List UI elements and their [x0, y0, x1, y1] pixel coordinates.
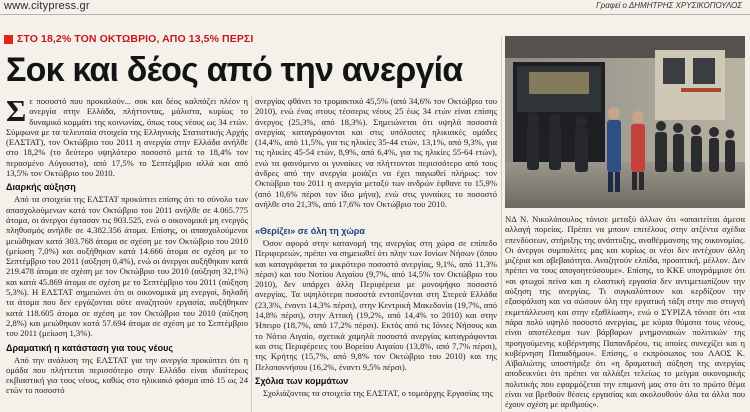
- headline: Σοκ και δέος από την ανεργία: [6, 51, 463, 89]
- kicker: [4, 33, 253, 45]
- site-url: www.citypress.gr: [4, 0, 90, 12]
- article-photo: [505, 36, 745, 208]
- article-column-2-bottom: [255, 222, 497, 412]
- dropcap: Σ: [6, 96, 27, 128]
- lead-paragraph: [6, 96, 248, 178]
- article-column-1: [6, 96, 248, 412]
- subheading-youth: Δραματική η κατάσταση για τους νέους: [6, 342, 174, 353]
- lead-text: ε ποσοστό που προκαλούν... σοκ και δέος καλπάζει πλέον η ανεργία στην Ελλάδα, πλήττοντας, μάλιστα, κυρίως το δυναμικό κομμάτι της κοινωνίας, όπως τους νέους ως 34 ετών. Σύμφωνα με τα τελευταία στοιχεία της Ελληνικής Στατιστικής Αρχής (ΕΛΣΤΑΤ), τον Οκτώβριο του 2011 η ανεργία στην Ελλάδα ανήλθε στο 18,2% (το δεύτερο υψηλότερο ποσοστό μετά το 18,4% τον περασμένο Αύγουστο), από 17,5% το Σεπτέμβριο αλλά και από 13,5% τον Οκτώβριο του 2010.: [6, 96, 248, 179]
- kicker-text: ΣΤΟ 18,2% ΤΟΝ ΟΚΤΩΒΡΙΟ, ΑΠΟ 13,5% ΠΕΡΣΙ: [17, 33, 254, 45]
- article-column-3: [505, 214, 745, 412]
- paragraph: ανεργίας φθάνει το τρομακτικό 45,5% (από 34,6% τον Οκτώβριο του 2010), ενώ ένας στους τέσσερις νέους 25 έως 34 ετών είναι επίσης άνεργος (25,3%, από 18,3%). Σημειώνεται ότι υψηλά ποσοστά ανεργίας καταγράφονται και στις υπόλοιπες ηλικιακές ομάδες (14,4%, από 11,5%, για τις ηλικίες 35-44 ετών, 13,1%, από 9,3%, για τις ηλικίες 45-54 ετών, 8,9%, από 6,4%, για τις ηλικίες 55-64 ετών), ενώ τα φαινόμενο οι γυναίκες να πλήττονται περισσότερο από τους άνδρες από την ανεργία μοιάζει να έχει παγιωθεί πλήρως: τον Οκτώβριο του 2011 η ανεργία μεταξύ των ανδρών έφθανε το 15,9% (από 10,6% πέρσι τον ίδιο μήνα), ενώ στις γυναίκες το ποσοστό ανήλθε στο 21,3%, από 17,6% τον Οκτώβριο του 2010.: [255, 96, 497, 209]
- column-divider: [501, 36, 502, 412]
- subheading-party-comments: Σχόλια των κομμάτων: [255, 375, 349, 386]
- paragraph: Από την ανάλυση της ΕΛΣΤΑΤ για την ανεργία προκύπτει ότι η ομάδα που πλήττεται περισσότερο στην Ελλάδα είναι ιδιαίτερως εκβιαστική για τους νέους, καθώς στο ηλικιακό φάσμα από 15 ως 24 ετών το ποσοστό: [6, 354, 248, 396]
- paragraph: Από τα στοιχεία της ΕΛΣΤΑΤ προκύπτει επίσης ότι το σύνολο των απασχολούμενων κατά τον Οκτώβριο του 2011 ανήλθε σε 4.065.775 άτομα, οι άνεργοι έφτασαν τις 903.525, ενώ ο οικονομικά μη ενεργός πληθυσμός ανήλθε σε 4.382.356 άτομα. Επίσης, οι απασχολούμενοι μειώθηκαν κατά 303.768 άτομα σε σχέση με τον Οκτώβριο του 2010 (μείωση 7,0%) και αυξήθηκαν κατά 14.666 άτομα σε σχέση με το Σεπτέμβριο του 2011 (αύξηση 0,4%), ενώ οι άνεργοι αυξήθηκαν κατά 219.478 άτομα σε σχέση με τον Οκτώβριο του 2010 (αύξηση 32,1%) και κατά 45.869 άτομα σε σχέση με το Σεπτέμβριο του 2011 (αύξηση 5,3%). Η ΕΛΣΤΑΤ σημειώνει ότι οι οικονομικά μη ενεργοί, δηλαδή τα άτομα που δεν εργάζονται ούτε αναζητούν εργασία, αυξήθηκαν κατά 118.605 άτομα σε σχέση με τον Οκτώβριο του 2010 (αύξηση 2,8%) και μειώθηκαν κατά 57.694 άτομα σε σχέση με το Σεπτέμβριο του 2011 (μείωση 1,3%).: [6, 194, 248, 339]
- paragraph: Όσον αφορά στην κατανομή της ανεργίας στη χώρα σε επίπεδο Περιφερειών, πρέπει να σημειωθεί ότι πλην των Ιονίων Νήσων (όπου και καταγράφεται το μικρότερο ποσοστό ανεργίας, 9,1%, από 11,3% πέρσι) και του Νοτίου Αιγαίου (9,7%, από 14,5% τον Οκτώβριο του 2010), δεν υπάρχει άλλη Περιφέρεια με μονοψήφιο ποσοστό ανεργίας. Τα υψηλότερα ποσοστά εντοπίζονται στη Στερεά Ελλάδα (23,3%, έναντι 14,3% πέρσι), στην Κεντρική Μακεδονία (19,7%, από 14,8% πέρσι), στην Αττική (19,2%, από 14,4% το 2010) και στην Ήπειρο (18,7%, από 17,2% πέρσι). Εκτός από τις Ιόνιες Νήσους και το Νότιο Αιγαίο, σχετικά χαμηλά ποσοστά ανεργίας καταγράφονται και στις Περιφέρειες του Βορείου Αιγαίου (13,8%, από 7,7% πέρσι), της Κρήτης (15,7%, από 9,8% τον Οκτώβριο του 2010) και της Πελοποννήσου (16,2%, έναντι 9,5% πέρσι).: [255, 238, 497, 372]
- unemployment-office-photo: [505, 36, 745, 208]
- column-divider: [251, 96, 252, 412]
- paragraph: Σχολιάζοντας τα στοιχεία της ΕΛΣΤΑΤ, ο τομεάρχης Εργασίας της: [263, 387, 493, 398]
- red-square-icon: [4, 35, 13, 44]
- article-column-2-top: [255, 96, 497, 220]
- subheading-whole-country: «Θερίζει» σε όλη τη χώρα: [255, 226, 365, 236]
- masthead-bar: [0, 0, 750, 15]
- byline: Γραφεί ο ΔΗΜΗΤΡΗΣ ΧΡΥΣΙΚΟΠΟΥΛΟΣ: [596, 1, 742, 10]
- paragraph: ΝΔ Ν. Νικολόπουλος τόνισε μεταξύ άλλων ότι «απαιτείται άμεσα αλλαγή πορείας. Πρέπει να μπουν επιτέλους στην ατζέντα σχέδια επενδύσεων, στήριξης της ανάπτυξης, αναθέρμανσης της οικονομίας. Οι άνεργοι συμπολίτες μας και κυρίως οι νέοι δεν αντέχουν άλλη μιζέρια και αβεβαιότητα. Αναζητούν ελπίδα, προοπτική, μέλλον. Δεν πρέπει να τους απογοητεύσουμε». Επίσης, το ΚΚΕ υπογράμμισε ότι «αι φτωχοί πείνα και η ελαστική εργασία δεν αντιμετωπίζουν την αύξηση της ανεργίας. Τι συγκαλύπτουν και κερδίζουν την εξασφάλιση και να σώσουν όλη την εργατική τάξη στην πιο στυγνή εκμετάλλευση και στην εξαθλίωση», ενώ ο ΣΥΡΙΖΑ τόνισε ότι «τα πάρα πολύ υψηλό ποσοστό ανεργίας, με κύρια θύματα τους νέους, είναι αποτέλεσμα των βάρβαρων μνημονιακών πολιτικών της προηγούμενης κυβέρνησης Παπανδρέου, τις οποίες συνεχίζει και η κυβέρνηση Παπαδήμου». Επίσης, ο εκπρόσωπος του ΛΑΟΣ Κ. Αϊβαλιώτης υποστήριξε ότι «η δραματική αύξηση της ανεργίας αποδεικνύει ότι πρέπει να αλλάξει τελείως το μείγμα οικονομικής πολιτικής που εφαρμόζεται την επιμονή μας στο ότι το πρώτο θέμα είναι να βρεθούν θέσεις εργασίας και ακολουθούν όλα τα άλλα που έχουν σχέση με αριθμούς».: [505, 214, 745, 410]
- subheading-continuous-increase: Διαρκής αύξηση: [6, 182, 76, 193]
